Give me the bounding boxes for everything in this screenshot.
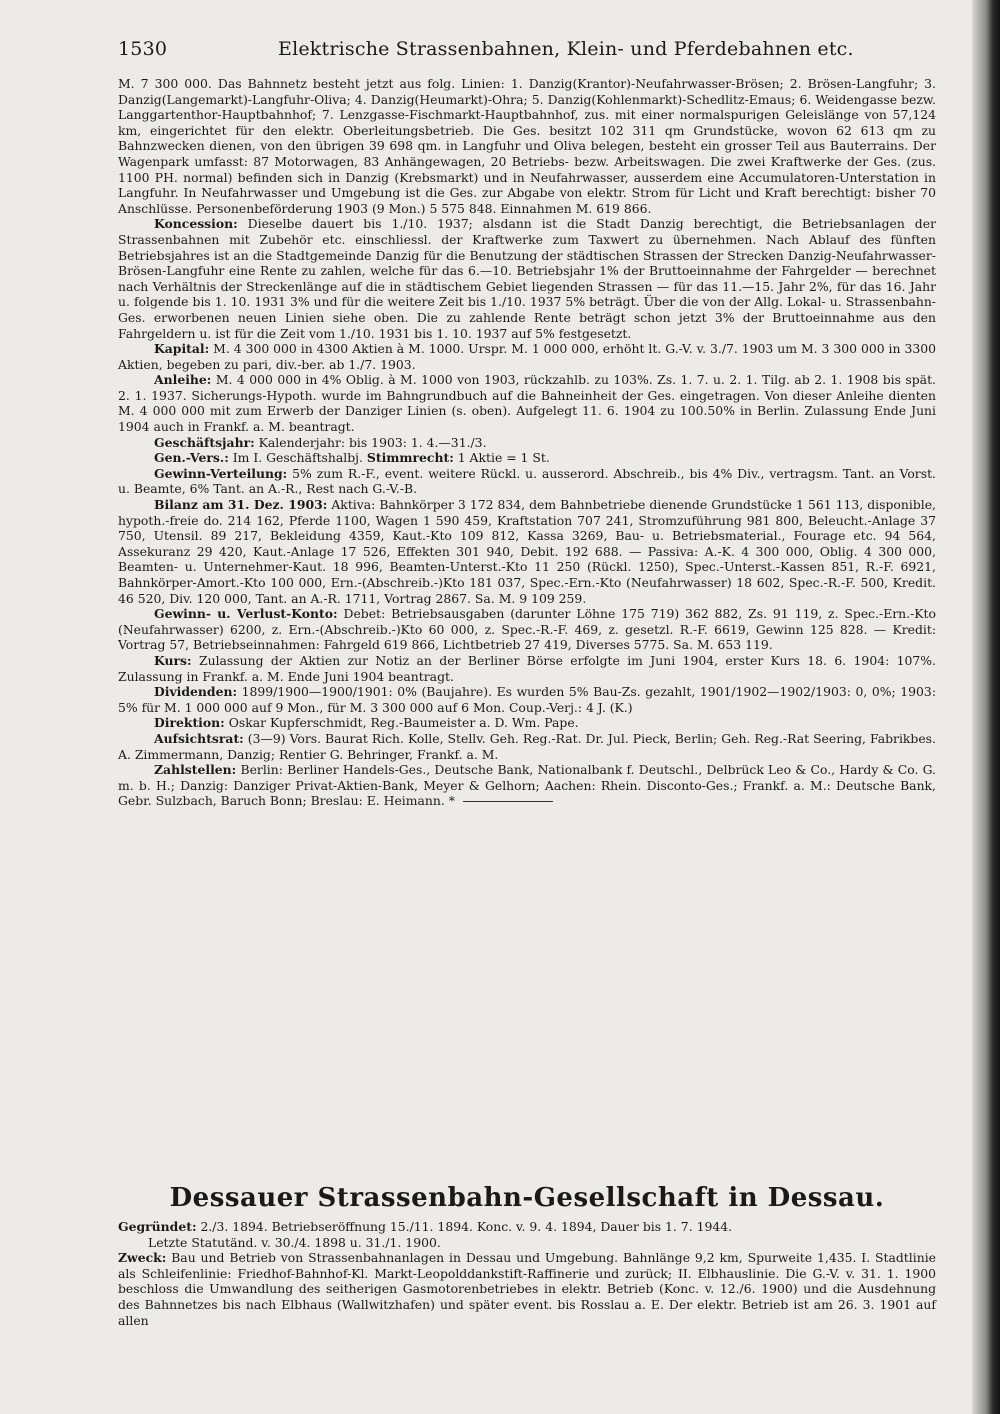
- book-spine-shadow: [972, 0, 1000, 1414]
- entry-text: 5% zum R.-F., event. weitere Rückl. u. ausserord. Abschreib., bis 4% Div., vertragsm. Tant. an Vorst. u. Beamte, 6% Tant. an A.-R., Rest nach G.-V.-B.: [118, 465, 936, 497]
- entry-paragraph: [118, 731, 936, 762]
- section-title: Dessauer Strassenbahn-Gesellschaft in Dessau.: [169, 1183, 885, 1213]
- entry-label: Aufsichtsrat:: [154, 730, 244, 746]
- entry-text: M. 4 300 000 in 4300 Aktien à M. 1000. Urspr. M. 1 000 000, erhöht lt. G.-V. v. 3./7. 1903 um M. 3 300 000 in 3300 Aktien, begeben zu pari, div.-ber. ab 1./7. 1903.: [118, 341, 936, 372]
- entry-label: Kurs:: [154, 652, 192, 668]
- entry-text: Aktiva: Bahnkörper 3 172 834, dem Bahnbetriebe dienende Grundstücke 1 561 113, disponible, hypoth.-freie do. 214 162, Pferde 1100, Wagen 1 590 459, Kraftstation 707 241, Stromzuführung 981 800, Beleucht.-Anlage 37 750, Utensil. 89 217, Bekleidung 4359, Kaut.-Kto 109 812, Kassa 3269, Bau- u. Betriebsmaterial., Fourage etc. 94 564, Assekuranz 29 420, Kaut.-Anlage 17 526, Effekten 301 940, Debit. 192 688. — Passiva: A.-K. 4 300 000, Oblig. 4 300 000, Beamten- u. Unternehmer-Kaut. 18 996, Beamten-Unterst.-Kto 11 250 (Rückl. 1250), Spec.-Unterst.-Kassen 851, R.-F. 6921, Bahnkörper-Amort.-Kto 100 000, Ern.-(Abschreib.-)Kto 181 037, Spec.-Ern.-Kto (Neufahrwasser) 18 602, Spec.-R.-F. 500, Kredit. 46 520, Div. 120 000, Tant. an A.-R. 1711, Vortrag 2867. Sa. M. 9 109 259.: [118, 497, 936, 606]
- entry-label: Zweck:: [118, 1250, 167, 1266]
- entry-paragraph: [118, 216, 936, 341]
- entry-paragraph: [118, 684, 936, 715]
- entry-text: Zulassung der Aktien zur Notiz an der Berliner Börse erfolgte im Juni 1904, erster Kurs 18. 6. 1904: 107%. Zulassung in Frankf. a. M. Ende Juni 1904 beantragt.: [118, 652, 936, 684]
- entry-label-secondary: Stimmrecht:: [366, 450, 454, 466]
- entry-paragraph: [118, 715, 936, 731]
- entry-paragraph: [118, 1219, 936, 1235]
- entry-text: 2./3. 1894. Betriebseröffnung 15./11. 1894. Konc. v. 9. 4. 1894, Dauer bis 1. 7. 1944.: [200, 1219, 733, 1234]
- entry-subline: Letzte Statutänd. v. 30./4. 1898 u. 31./1. 1900.: [148, 1234, 441, 1250]
- entry-list-2: [118, 1219, 936, 1328]
- entry-text: Kalenderjahr: bis 1903: 1. 4.—31./3.: [258, 434, 487, 450]
- section-divider: [463, 801, 553, 802]
- entry-label: Geschäftsjahr:: [154, 434, 255, 450]
- entry-text: Bau und Betrieb von Strassenbahnanlagen in Dessau und Umgebung. Bahnlänge 9,2 km, Spurweite 1,435. I. Stadtlinie als Schleifenlinie: Friedhof-Bahnhof-Kl. Markt-Leopolddankstift-Raffinerie und zurück; II. Elbhauslinie. Die G.-V. v. 31. 1. 1900 beschloss die Umwandlung des seitherigen Gasmotorenbetriebes in elektr. Betrieb (Konc. v. 12./6. 1900) und die Ausdehnung des Bahnnetzes bis nach Elbhaus (Wallwitzhafen) und später event. bis Rosslau a. E. Der elektr. Betrieb ist am 26. 3. 1901 auf allen: [118, 1250, 936, 1328]
- entry-label: Koncession:: [154, 216, 238, 232]
- entry-text: Dieselbe dauert bis 1./10. 1937; alsdann ist die Stadt Danzig berechtigt, die Betriebsanlagen der Strassenbahnen mit Zubehör etc. einschliessl. der Kraftwerke zum Taxwert zu übernehmen. Nach Ablauf des fünften Betriebsjahres ist an die Stadtgemeinde Danzig für die Benutzung der städtischen Strassen der Strecken Danzig-Neufahrwasser-Brösen-Langfuhr eine Rente zu zahlen, welche für das 6.—10. Betriebsjahr 1% der Bruttoeinnahme der Fahrgelder — berechnet nach Verhältnis der Streckenlänge auf die in städtischem Gebiet liegenden Strassen — für das 11.—15. Jahr 2%, für das 16. Jahr u. folgende bis 1. 10. 1931 3% und für die weitere Zeit bis 1./10. 1937 5% beträgt. Über die von der Allg. Lokal- u. Strassenbahn-Ges. erworbenen neuen Linien siehe oben. Die zu zahlende Rente beträgt schon jetzt 3% der Bruttoeinnahme aus den Fahrgeldern u. ist für die Zeit vom 1./10. 1931 bis 1. 10. 1937 auf 5% festgesetzt.: [118, 216, 936, 341]
- entry-text: 1899/1900—1900/1901: 0% (Baujahre). Es wurden 5% Bau-Zs. gezahlt, 1901/1902—1902/1903: 0, 0%; 1903: 5% für M. 1 000 000 auf 9 Mon., für M. 3 300 000 auf 6 Mon. Coup.-Verj.: 4 J. (K.): [118, 684, 936, 715]
- entry-paragraph: [118, 466, 936, 497]
- page-header: [118, 34, 938, 64]
- page-number: 1530: [118, 38, 168, 60]
- entry-label: Gen.-Vers.:: [154, 450, 229, 466]
- company-entry-dessau: [118, 1219, 936, 1328]
- entry-paragraph: [118, 1250, 936, 1328]
- company-entry-danzig: [118, 76, 936, 809]
- entry-text: Oskar Kupferschmidt, Reg.-Baumeister a. D. Wm. Pape.: [228, 715, 579, 731]
- entry-paragraph: [118, 497, 936, 606]
- entry-text: Im I. Geschäftshalbj.: [232, 450, 363, 466]
- entry-label: Direktion:: [154, 715, 225, 731]
- entry-label: Bilanz am 31. Dez. 1903:: [154, 497, 328, 513]
- entry-text: M. 4 000 000 in 4% Oblig. à M. 1000 von 1903, rückzahlb. zu 103%. Zs. 1. 7. u. 2. 1. Tilg. ab 2. 1. 1908 bis spät. 2. 1. 1937. Sicherungs-Hypoth. wurde im Bahngrundbuch auf die Bahneinheit der Ges. eingetragen. Von dieser Anleihe dienten M. 4 000 000 mit zum Erwerb der Danziger Linien (s. oben). Aufgelegt 11. 6. 1904 zu 100.50% in Berlin. Zulassung Ende Juni 1904 auch in Frankf. a. M. beantragt.: [118, 372, 936, 435]
- entry-paragraph: [118, 762, 936, 809]
- entry-paragraph: [118, 372, 936, 434]
- entry-label: Kapital:: [154, 341, 210, 357]
- entry-label: Anleihe:: [154, 372, 212, 388]
- entry-text-secondary: 1 Aktie = 1 St.: [457, 450, 550, 466]
- entry-paragraph: [118, 653, 936, 684]
- entry-text: (3—9) Vors. Baurat Rich. Kolle, Stellv. Geh. Reg.-Rat. Dr. Jul. Pieck, Berlin; Geh. Reg.-Rat Seering, Fabrikbes. A. Zimmermann, Danzig; Rentier G. Behringer, Frankf. a. M.: [118, 730, 936, 762]
- intro-paragraph: M. 7 300 000. Das Bahnnetz besteht jetzt aus folg. Linien: 1. Danzig(Krantor)-Neufahrwasser-Brösen; 2. Brösen-Langfuhr; 3. Danzig(Langemarkt)-Langfuhr-Oliva; 4. Danzig(Heumarkt)-Ohra; 5. Danzig(Kohlenmarkt)-Schedlitz-Emaus; 6. Weidengasse bezw. Langgartenthor-Hauptbahnhof; 7. Lenzgasse-Fischmarkt-Hauptbahnhof, zus. mit einer normalspurigen Geleislänge von 57,124 km, eingerichtet für den elektr. Oberleitungsbetrieb. Die Ges. besitzt 102 311 qm Grundstücke, wovon 62 613 qm zu Bahnzwecken dienen, von den übrigen 39 698 qm. in Langfuhr und Oliva belegen, besteht ein grosser Teil aus Bauterrains. Der Wagenpark umfasst: 87 Motorwagen, 83 Anhängewagen, 20 Betriebs- bezw. Arbeitswagen. Die zwei Kraftwerke der Ges. (zus. 1100 PH. normal) befinden sich in Danzig (Krebsmarkt) und in Neufahrwasser, ausserdem eine Accumulatoren-Unterstation in Langfuhr. In Neufahrwasser und Umgebung ist die Ges. zur Abgabe von elektr. Strom für Licht und Kraft berechtigt: bisher 70 Anschlüsse. Personenbeförderung 1903 (9 Mon.) 5 575 848. Einnahmen M. 619 866.: [118, 76, 936, 216]
- entry-list: [118, 216, 936, 809]
- entry-text: Berlin: Berliner Handels-Ges., Deutsche Bank, Nationalbank f. Deutschl., Delbrück Leo & Co., Hardy & Co. G. m. b. H.; Danzig: Danziger Privat-Aktien-Bank, Meyer & Gelhorn; Aachen: Rhein. Disconto-Ges.; Frankf. a. M.: Deutsche Bank, Gebr. Sulzbach, Baruch Bonn; Breslau: E. Heimann. *: [118, 762, 936, 809]
- entry-label: Zahlstellen:: [154, 762, 237, 778]
- entry-label: Gegründet:: [118, 1219, 197, 1234]
- entry-paragraph: [118, 341, 936, 372]
- entry-text: Debet: Betriebsausgaben (darunter Löhne 175 719) 362 882, Zs. 91 119, z. Spec.-Ern.-Kto (Neufahrwasser) 6200, z. Ern.-(Abschreib.-)Kto 60 000, z. Spec.-R.-F. 469, z. gesetzl. R.-F. 6619, Gewinn 125 828. — Kredit: Vortrag 57, Betriebseinnahmen: Fahrgeld 619 866, Lichtbetrieb 27 419, Diverses 5775. Sa. M. 653 119.: [118, 606, 936, 653]
- entry-label: Gewinn-Verteilung:: [154, 465, 288, 481]
- entry-paragraph: [118, 450, 936, 466]
- entry-paragraph: [118, 435, 936, 451]
- entry-label: Dividenden:: [154, 684, 238, 700]
- entry-paragraph: [118, 606, 936, 653]
- running-title: Elektrische Strassenbahnen, Klein- und Pferdebahnen etc.: [278, 38, 854, 60]
- entry-label: Gewinn- u. Verlust-Konto:: [154, 606, 338, 622]
